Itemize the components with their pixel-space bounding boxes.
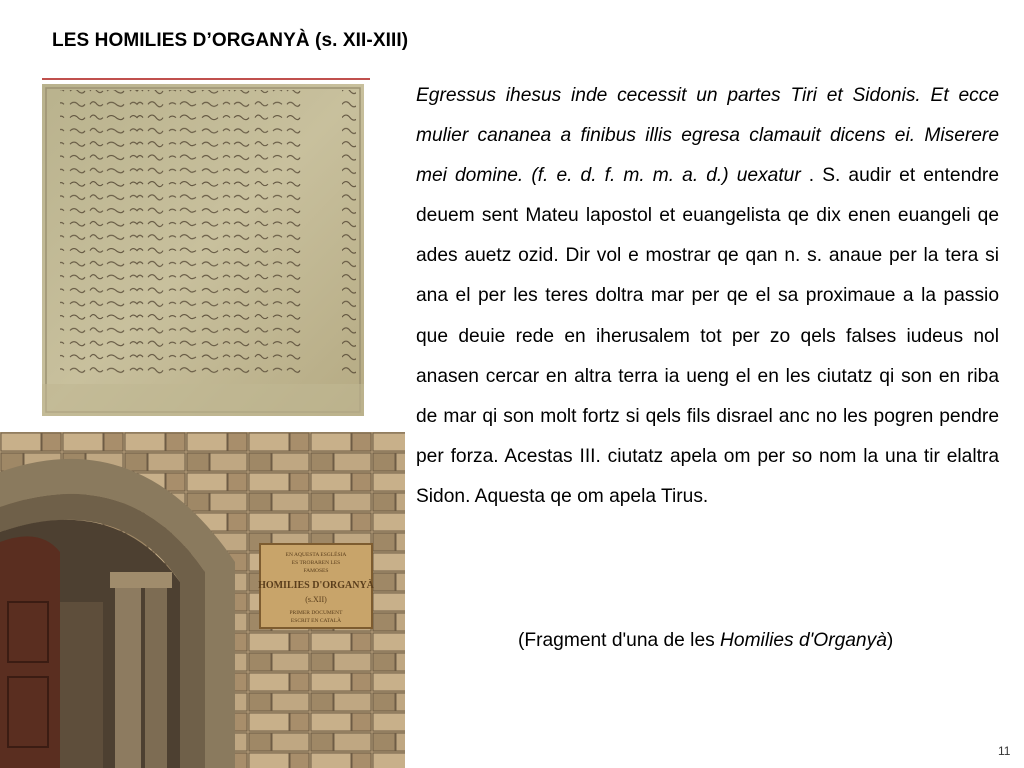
latin-intro: Egressus ihesus inde cecessit un partes Tiri et Sidonis. Et ecce mulier cananea a finibus illis egresa clamauit dicens ei. Miserere mei domine. (f. e. d. f. m. m. a. d.) uexatur	[416, 85, 999, 187]
title-underline	[42, 78, 370, 80]
catalan-text: . S. audir et entendre deuem sent Mateu lapostol et euangelista qe dix enen euangeli qe ades auetz ozid. Dir vol e mostrar qe qan n. s. anaue per la tera si ana el per les teres doltra mar per qe el sa proximaue a la passio que deuie rede en iherusalem tot per zo qels falses iudeus nol anasen cercar en altra terra ia ueng el en les ciutatz qi son en riba de mar qi son molt fortz si qels fils disrael anc no les pogren pendre per forza. Acestas III. ciutatz apela om per so nom la una tir elaltra Sidon. Aquesta qe om apela Tirus.	[416, 165, 999, 507]
homily-text	[416, 76, 999, 517]
manuscript-image	[42, 84, 364, 416]
slide-title: LES HOMILIES D’ORGANYÀ (s. XII-XIII)	[52, 30, 409, 51]
caption-prefix: (Fragment d'una de les	[518, 630, 721, 651]
caption-suffix: )	[886, 630, 894, 651]
plaque-line-4: HOMILIES D'ORGANYÀ	[258, 580, 374, 591]
caption-work-title: Homilies d'Organyà	[720, 630, 887, 651]
plaque-line-6: PRIMER DOCUMENT	[289, 610, 343, 616]
plaque-line-1: EN AQUESTA ESGLÉSIA	[285, 552, 347, 558]
page-number: 11	[998, 744, 1011, 758]
plaque-line-5: (s.XII)	[305, 595, 327, 604]
plaque-line-7: ESCRIT EN CATALÀ	[290, 618, 342, 624]
plaque-line-3: FAMOSES	[303, 568, 329, 574]
plaque-line-2: ES TROBAREN LES	[291, 560, 341, 566]
fragment-caption	[518, 630, 893, 652]
church-door-photo	[0, 432, 405, 768]
